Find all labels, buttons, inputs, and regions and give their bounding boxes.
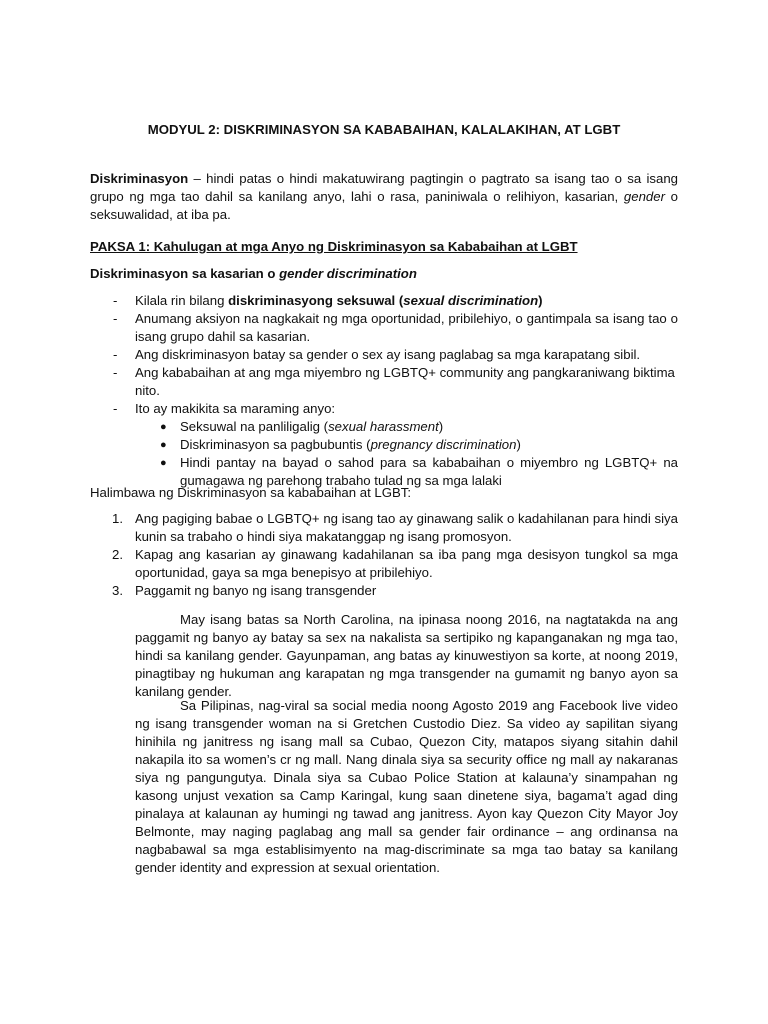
subheading bbox=[90, 265, 678, 283]
numbered-item bbox=[90, 510, 678, 546]
b2-end: ) bbox=[516, 437, 521, 452]
item1-bold-italic: sexual discrimination bbox=[403, 293, 539, 308]
definition-text-b: o seksuwalidad, at iba pa. bbox=[90, 189, 679, 222]
b2-italic: pregnancy discrimination bbox=[370, 437, 517, 452]
list-item bbox=[90, 400, 678, 490]
item1-plain: Kilala rin bilang bbox=[135, 293, 229, 308]
numbered-text: Kapag ang kasarian ay ginawang kadahilanan sa iba pang mga desisyon tungkol sa mga oportunidad, gaya sa mga benepisyo at pribilehiyo. bbox=[135, 547, 678, 580]
numbered-item bbox=[90, 546, 678, 582]
paksa-heading: PAKSA 1: Kahulugan at mga Anyo ng Diskriminasyon sa Kababaihan at LGBT bbox=[90, 239, 578, 254]
number-marker: 1. bbox=[112, 511, 123, 526]
numbered-text: Paggamit ng banyo ng isang transgender bbox=[135, 583, 377, 598]
dash-list bbox=[90, 292, 678, 490]
item1-bold: diskriminasyong seksuwal ( bbox=[228, 293, 404, 308]
dash-marker: - bbox=[113, 293, 118, 308]
dash-marker: - bbox=[113, 347, 118, 362]
item5-text: Ito ay makikita sa maraming anyo: bbox=[135, 401, 336, 416]
dash-marker: - bbox=[113, 365, 118, 380]
item3-text: Ang diskriminasyon batay sa gender o sex ay isang paglabag sa mga karapatang sibil. bbox=[135, 347, 641, 362]
number-marker: 2. bbox=[112, 547, 123, 562]
bullet-marker: ● bbox=[160, 439, 167, 451]
bullet-marker: ● bbox=[160, 421, 167, 433]
numbered-item bbox=[90, 582, 678, 600]
b3-text: Hindi pantay na bayad o sahod para sa kababaihan o miyembro ng LGBTQ+ na gumagawa ng parehong trabaho tulad ng sa mga lalaki bbox=[180, 455, 678, 488]
examples-heading: Halimbawa ng Diskriminasyon sa kababaihan at LGBT: bbox=[90, 485, 412, 500]
dash-marker: - bbox=[113, 401, 118, 416]
definition-paragraph bbox=[90, 170, 678, 224]
numbered-list bbox=[90, 510, 678, 600]
paragraph-north-carolina: May isang batas sa North Carolina, na ipinasa noong 2016, na nagtatakda na ang paggamit ng banyo ay batay sa sex na nakalista sa sertipiko ng kapanganakan ng mga tao, hindi sa kanilang gender. Gayunpaman, ang batas ay kinuwestiyon sa korte, at noong 2019, pinagtibay ng hukuman ang karapatan ng mga transgender na gumamit ng banyo ayon sa kanilang gender. bbox=[135, 612, 678, 699]
b1-italic: sexual harassment bbox=[328, 419, 439, 434]
subheading-plain: Diskriminasyon sa kasarian o bbox=[90, 266, 280, 281]
bullet-marker: ● bbox=[160, 457, 167, 469]
bullet-item bbox=[135, 436, 678, 454]
b1-plain: Seksuwal na panliligalig ( bbox=[180, 419, 329, 434]
list-item bbox=[90, 364, 678, 400]
b2-plain: Diskriminasyon sa pagbubuntis ( bbox=[180, 437, 371, 452]
paragraph-pilipinas: Sa Pilipinas, nag-viral sa social media noong Agosto 2019 ang Facebook live video ng isang transgender woman na si Gretchen Custodio Diez. Sa video ay sapilitan siyang hinihila ng janitress ng isang mall sa Cubao, Quezon City, matapos siyang sitahin dahil nakapila ito sa women’s cr ng mall. Nang dinala siya sa security office ng mall ay nakaranas siya ng pangungutya. Dinala siya sa Cubao Police Station at kalauna’y sinampahan ng kasong unjust vexation sa Camp Karingal, kung saan dinetene siya, bagama’t agad ding pinalaya at kalaunan ay humingi ng tawad ang janitress. Ayon kay Quezon City Mayor Joy Belmonte, may naging paglabag ang mall sa gender fair ordinance – ang ordinansa na nagbabawal sa mga establisimyento na mag-discriminate sa mga tao batay sa kanilang gender identity and expression at sexual orientation. bbox=[135, 698, 678, 875]
item4-text: Ang kababaihan at ang mga miyembro ng LGBTQ+ community ang pangkaraniwang biktima nito. bbox=[135, 365, 675, 398]
definition-term: Diskriminasyon bbox=[90, 171, 189, 186]
item2-text: Anumang aksiyon na nagkakait ng mga oportunidad, pribilehiyo, o gantimpala sa isang tao o isang grupo dahil sa kasarian. bbox=[135, 311, 678, 344]
b1-end: ) bbox=[438, 419, 444, 434]
bullet-item bbox=[135, 418, 678, 436]
number-marker: 3. bbox=[112, 583, 123, 598]
item1-bold-end: ) bbox=[538, 293, 543, 308]
dash-marker: - bbox=[113, 311, 118, 326]
list-item bbox=[90, 310, 678, 346]
subheading-italic: gender discrimination bbox=[279, 266, 417, 281]
definition-italic: gender bbox=[623, 189, 665, 204]
definition-text-a: – hindi patas o hindi makatuwirang pagtingin o pagtrato sa isang tao o sa isang grupo ng mga tao dahil sa kanilang anyo, lahi o rasa, paniniwala o relihiyon, kasarian, bbox=[90, 171, 678, 204]
page-title: MODYUL 2: DISKRIMINASYON SA KABABAIHAN, KALALAKIHAN, AT LGBT bbox=[147, 122, 621, 137]
bullet-list bbox=[135, 418, 678, 490]
list-item bbox=[90, 346, 678, 364]
list-item bbox=[90, 292, 678, 310]
numbered-text: Ang pagiging babae o LGBTQ+ ng isang tao ay ginawang salik o kadahilanan para hindi siya kunin sa trabaho o hindi siya makatanggap ng isang promosyon. bbox=[135, 511, 678, 544]
